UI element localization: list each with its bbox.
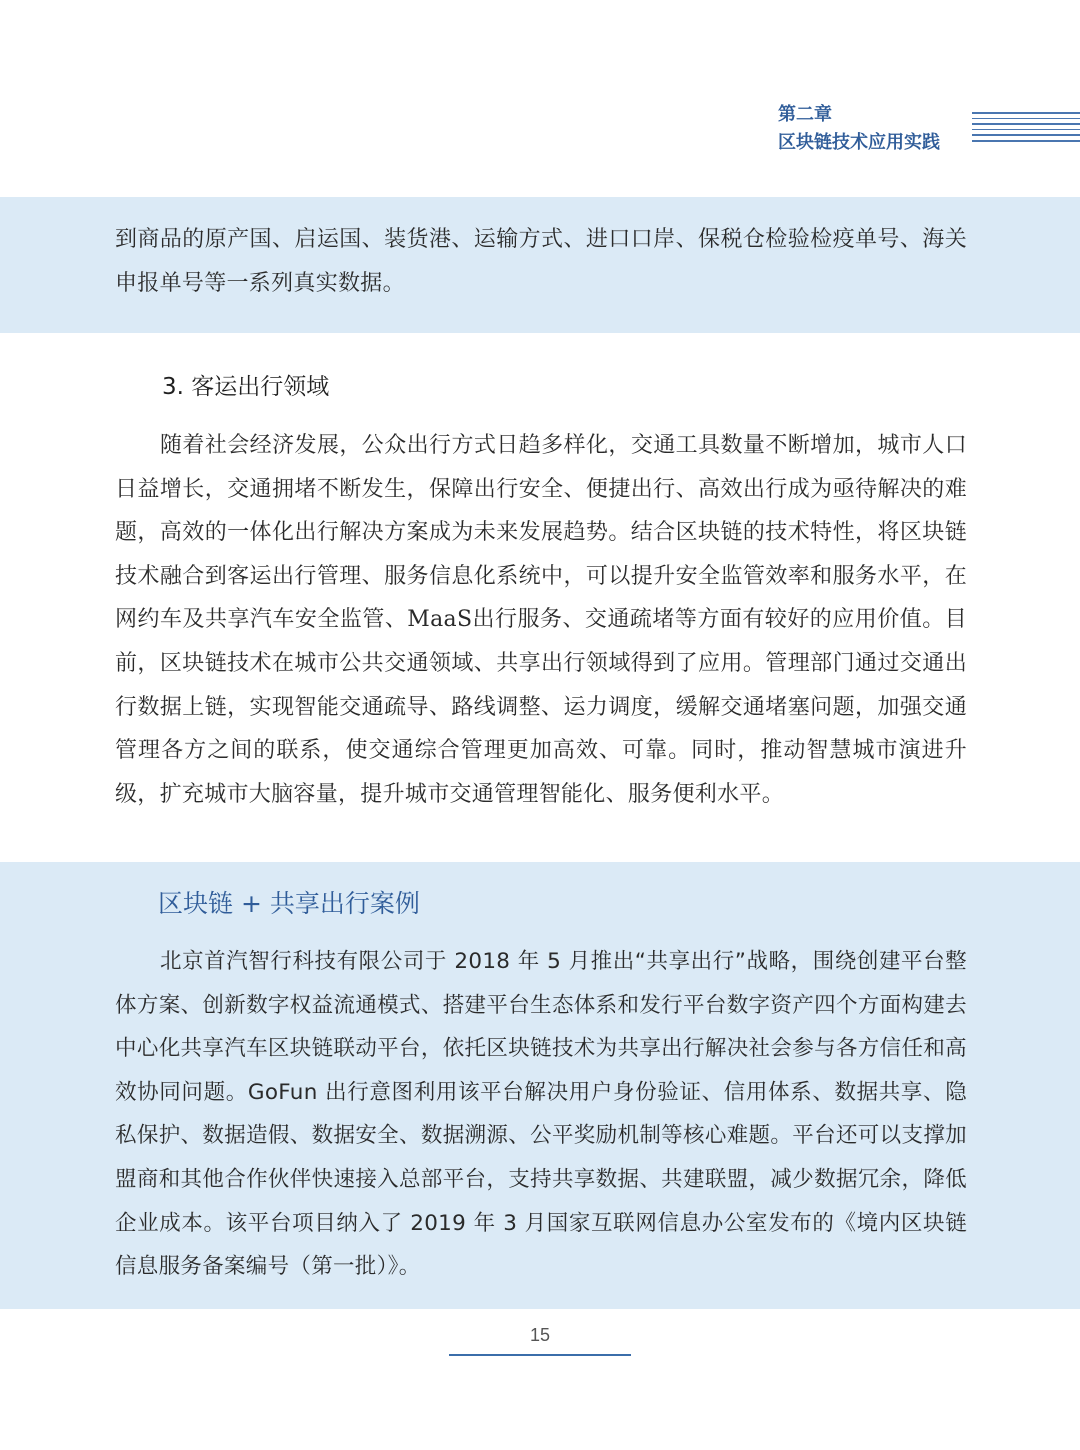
chapter-number: 第二章 [778,104,832,125]
chapter-title: 区块链技术应用实践 [778,132,940,153]
intro-paragraph: 到商品的原产国、启运国、装货港、运输方式、进口口岸、保税仓检验检疫单号、海关申报单号等一系列真实数据。 [115,227,967,296]
case-body: 北京首汽智行科技有限公司于 2018 年 5 月推出“共享出行”战略，围绕创建平台整体方案、创新数字权益流通模式、搭建平台生态体系和发行平台数字资产四个方面构建去中心化共享汽车区块链联动平台，依托区块链技术为共享出行解决社会参与各方信任和高效协同问题。GoFun 出行意图利用该平台解决用户身份验证、信用体系、数据共享、隐私保护、数据造假、数据安全、数据溯源、公平奖励机制等核心难题。平台还可以支撑加盟商和其他合作伙伴快速接入总部平台，支持共享数据、共建联盟，减少数据冗余，降低企业成本。该平台项目纳入了 2019 年 3 月国家互联网信息办公室发布的《境内区块链信息服务备案编号（第一批）》。 [115,949,967,1280]
case-title: 区块链 + 共享出行案例 [158,889,420,918]
section-body: 随着社会经济发展，公众出行方式日趋多样化，交通工具数量不断增加，城市人口日益增长，交通拥堵不断发生，保障出行安全、便捷出行、高效出行成为亟待解决的难题，高效的一体化出行解决方案成为未来发展趋势。结合区块链的技术特性，将区块链技术融合到客运出行管理、服务信息化系统中，可以提升安全监管效率和服务水平，在网约车及共享汽车安全监管、MaaS出行服务、交通疏堵等方面有较好的应用价值。目前，区块链技术在城市公共交通领域、共享出行领域得到了应用。管理部门通过交通出行数据上链，实现智能交通疏导、路线调整、运力调度，缓解交通堵塞问题，加强交通管理各方之间的联系，使交通综合管理更加高效、可靠。同时，推动智慧城市演进升级，扩充城市大脑容量，提升城市交通管理智能化、服务便利水平。 [115,433,967,807]
page-number: 15 [529,1325,551,1345]
chapter-header [778,98,1080,158]
page-number-underline [449,1354,631,1356]
header-decorative-lines [972,112,1080,146]
section-heading: 3. 客运出行领域 [162,374,330,400]
